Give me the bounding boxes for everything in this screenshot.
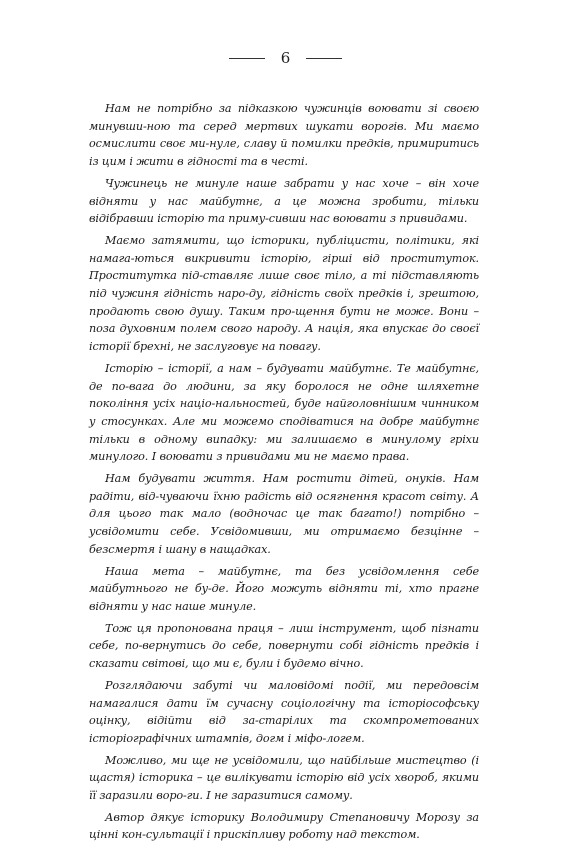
paragraph: Нам не потрібно за підказкою чужинців воювати зі своєю минувши-ною та серед мертвих шукати ворогів. Ми маємо осмислити своє ми-нуле, славу й помилки предків, примиритись із цим і жити в гідності та в честі. [89, 102, 479, 169]
paragraph: Чужинець не минуле наше забрати у нас хоче – він хоче відняти у нас майбутнє, а це можна зробити, тільки відібравши історію та приму-сивши нас воювати з привидами. [89, 176, 479, 226]
paragraph: Тож ця пропонована праця – лиш інструмент, щоб пізнати себе, по-вернутись до себе, повернути собі гідність предків і сказати світові, що ми є, були і будемо вічно. [89, 621, 479, 671]
paragraph: Історію – історії, а нам – будувати майбутнє. Те майбутнє, де по-вага до людини, за яку боролося не одне шляхетне покоління усіх націо-нальностей, буде найголовнішим чинником у стосунках. Але ми можемо сподіватися на добре майбутнє тільки в одному випадку: ми залишаємо в минулому гріхи минулого. І воювати з привидами ми не маємо права. [89, 361, 479, 464]
paragraph: Розглядаючи забуті чи маловідомі події, ми передовсім намагалися дати їм сучасну соціологічну та історіософську оцінку, відійти від за-старілих та скомпрометованих історіографічних штампів, догм і міфо-логем. [89, 678, 479, 745]
page-header [0, 47, 571, 69]
header-rule-right [306, 58, 342, 59]
header-rule-left [229, 58, 265, 59]
page-number: 6 [280, 49, 291, 67]
paragraph: Нам будувати життя. Нам ростити дітей, онуків. Нам радіти, від-чуваючи їхню радість від осягнення красот світу. А для цього так мало (водночас це так багато!) потрібно – усвідомити себе. Усвідомивши, ми отримаємо безцінне – безсмертя і шану в нащадках. [89, 472, 479, 556]
paragraph: Наша мета – майбутнє, та без усвідомлення себе майбутнього не бу-де. Його можуть відняти ті, хто прагне відняти у нас наше минуле. [89, 564, 479, 613]
paragraph: Маємо затямити, що історики, публіцисти, політики, які намага-ються викривити історію, гірші від проституток. Проститутка під-ставляє лише своє тіло, а ті підставляють під чужиня гідність наро-ду, гідність своїх предків і, зрештою, продають свою душу. Таким про-щення бути не може. Вони – поза духовним полем свого народу. А нація, яка впускає до своєї історії брехні, не заслуговує на повагу. [89, 233, 479, 354]
paragraph: Автор дякує історику Володимиру Степановичу Морозу за цінні кон-сультації і прискіпливу роботу над текстом. [89, 810, 479, 842]
text-body [89, 100, 479, 848]
paragraph: Можливо, ми ще не усвідомили, що найбільше мистецтво (і щастя) історика – це вилікувати історію від усіх хвороб, якими її заразили воро-ги. І не заразитися самому. [89, 753, 479, 803]
